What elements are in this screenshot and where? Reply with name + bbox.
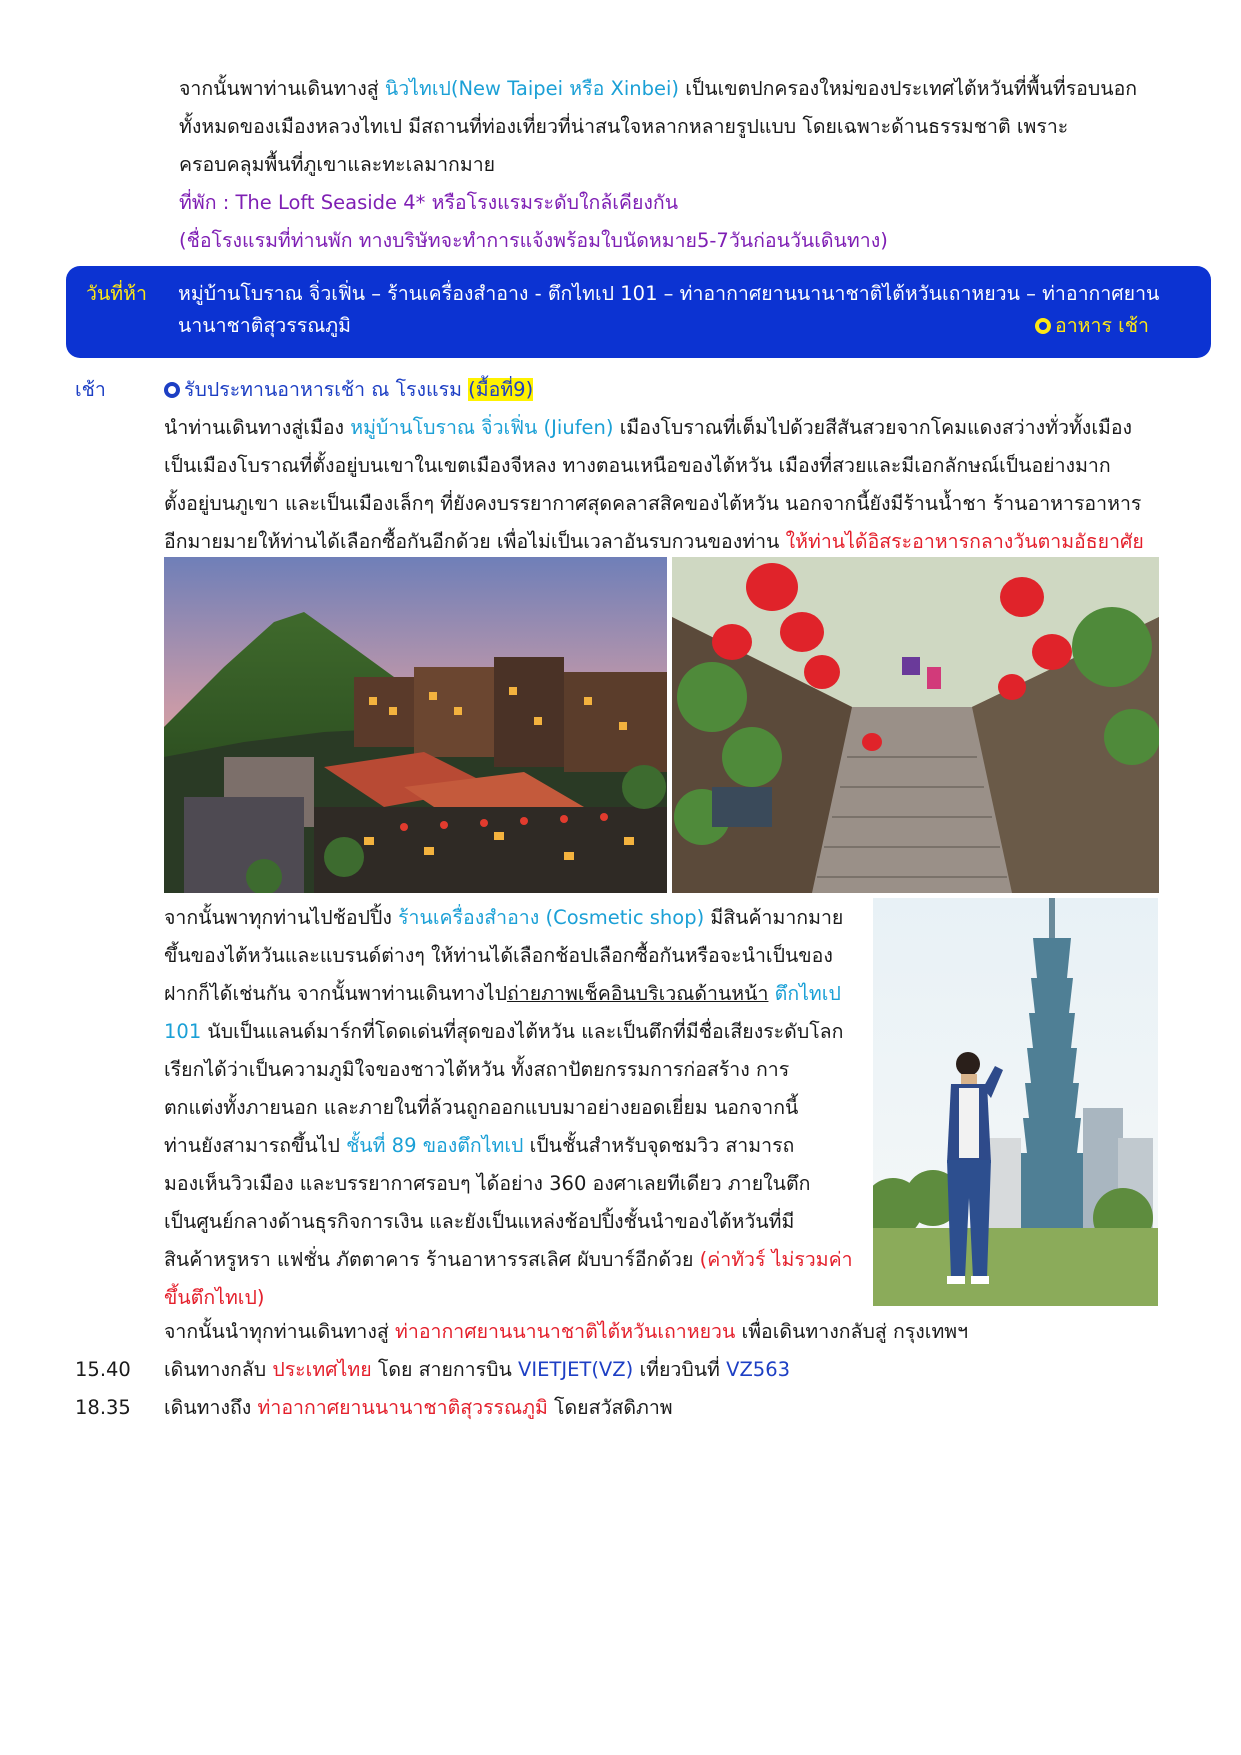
shop-line-5: เรียกได้ว่าเป็นความภูมิใจของชาวไต้หวัน ทั้งสถาปัตยกรรมการก่อสร้าง การ: [164, 1058, 790, 1081]
hotel-line: ที่พัก : The Loft Seaside 4* หรือโรงแรมระดับใกล้เคียงกัน: [179, 191, 679, 214]
day-five-banner: [66, 266, 1211, 358]
free-lunch-note: ให้ท่านได้อิสระอาหารกลางวันตามอัธยาศัย: [785, 530, 1144, 553]
meal-plate-icon: [1035, 318, 1051, 334]
thailand-highlight: ประเทศไทย: [272, 1358, 372, 1381]
suvarnabhumi-highlight: ท่าอากาศยานนานาชาติสุวรรณภูมิ: [257, 1396, 548, 1419]
shop-line-8: มองเห็นวิวเมือง และบรรยากาศรอบๆ ได้อย่าง 360 องศาเลยทีเดียว ภายในตึก: [164, 1172, 811, 1195]
arrival-time: 18.35: [75, 1396, 131, 1419]
jiufen-paragraph: [164, 371, 1174, 561]
taoyuan-airport-highlight: ท่าอากาศยานนานาชาติไต้หวันเถาหยวน: [395, 1320, 736, 1343]
intro-paragraph: [179, 70, 1179, 260]
route-line-1: หมู่บ้านโบราณ จิ่วเฟิ่น – ร้านเครื่องสำอาง - ตึกไทเป 101 – ท่าอากาศยานนานาชาติไต้หวันเถาหยวน – ท่าอากาศยาน: [178, 282, 1160, 305]
jiufen-lantern-alley-photo: [672, 557, 1159, 893]
shop-line-6: ตกแต่งทั้งภายนอก และภายในที่ล้วนถูกออกแบบมาอย่างยอดเยี่ยม นอกจากนี้: [164, 1096, 799, 1119]
shop-line-7: ท่านยังสามารถขึ้นไป ชั้นที่ 89 ของตึกไทเป เป็นชั้นสำหรับจุดชมวิว สามารถ: [164, 1134, 795, 1157]
airline-highlight: VIETJET(VZ): [518, 1358, 634, 1381]
arrival-line: เดินทางถึง ท่าอากาศยานนานาชาติสุวรรณภูมิ โดยสวัสดิภาพ: [164, 1396, 673, 1419]
departure-time: 15.40: [75, 1358, 131, 1381]
airport-line: จากนั้นนำทุกท่านเดินทางสู่ ท่าอากาศยานนานาชาติไต้หวันเถาหยวน เพื่อเดินทางกลับสู่ กรุงเทพฯ: [164, 1320, 969, 1343]
meal-info: อาหาร เช้า: [1035, 310, 1149, 342]
jiufen-village-photo: [164, 557, 667, 893]
return-flight-line: เดินทางกลับ ประเทศไทย โดย สายการบิน VIETJET(VZ) เที่ยวบินที่ VZ563: [164, 1358, 791, 1381]
intro-line-3: ครอบคลุมพื้นที่ภูเขาและทะเลมากมาย: [179, 153, 496, 176]
new-taipei-highlight: นิวไทเป(New Taipei หรือ Xinbei): [384, 77, 680, 100]
morning-label: เช้า: [75, 378, 106, 401]
breakfast-line: รับประทานอาหารเช้า ณ โรงแรม (มื้อที่9): [164, 371, 1174, 409]
route-line-2: นานาชาติสุวรรณภูมิ: [178, 314, 352, 337]
shop-line-9: เป็นศูนย์กลางด้านธุรกิจการเงิน และยังเป็นแหล่งช้อปปิ้งชั้นนำของไต้หวันที่มี: [164, 1210, 795, 1233]
taipei-101-highlight: ตึกไทเป: [768, 982, 841, 1005]
taipei-101-photo: [873, 898, 1158, 1306]
tour-fee-note: (ค่าทัวร์ ไม่รวมค่า: [699, 1248, 853, 1271]
shop-line-4: 101 นับเป็นแลนด์มาร์กที่โดดเด่นที่สุดของไต้หวัน และเป็นตึกที่มีชื่อเสียงระดับโลก: [164, 1020, 844, 1043]
jiufen-highlight: หมู่บ้านโบราณ จิ่วเฟิ่น (Jiufen): [350, 416, 614, 439]
shop-line-10: สินค้าหรูหรา แฟชั่น ภัตตาคาร ร้านอาหารรสเลิศ ผับบาร์อีกด้วย (ค่าทัวร์ ไม่รวมค่า: [164, 1248, 853, 1271]
photo-checkin-note: ถ่ายภาพเช็คอินบริเวณด้านหน้า: [506, 982, 769, 1005]
jiufen-line-2: เป็นเมืองโบราณที่ตั้งอยู่บนเขาในเขตเมืองจีหลง ทางตอนเหนือของไต้หวัน เมืองที่สวยและมีเอกลักษณ์เป็นอย่างมาก: [164, 454, 1111, 477]
day-label: วันที่ห้า: [86, 282, 147, 305]
taipei-101-paragraph: [164, 899, 864, 1317]
flight-number-highlight: VZ563: [726, 1358, 791, 1381]
jiufen-line-3: ตั้งอยู่บนภูเขา และเป็นเมืองเล็กๆ ที่ยังคงบรรยากาศสุดคลาสสิคของไต้หวัน นอกจากนี้ยังมีร้านน้ำชา ร้านอาหารอาหาร: [164, 492, 1142, 515]
meal-number-highlight: (มื้อที่9): [468, 378, 534, 401]
shop-line-11: ขึ้นตึกไทเป): [164, 1286, 265, 1309]
shop-line-1: จากนั้นพาทุกท่านไปช้อปปิ้ง ร้านเครื่องสำอาง (Cosmetic shop) มีสินค้ามากมาย: [164, 906, 844, 929]
jiufen-line-1: นำท่านเดินทางสู่เมือง หมู่บ้านโบราณ จิ่วเฟิ่น (Jiufen) เมืองโบราณที่เต็มไปด้วยสีสันสวยจากโคมแดงสว่างทั่วทั้งเมือง: [164, 416, 1133, 439]
shop-line-2: ขึ้นของไต้หวันและแบรนด์ต่างๆ ให้ท่านได้เลือกช้อปเลือกซื้อกันหรือจะนำเป็นของ: [164, 944, 833, 967]
hotel-note: (ชื่อโรงแรมที่ท่านพัก ทางบริษัทจะทำการแจ้งพร้อมใบนัดหมาย5-7วันก่อนวันเดินทาง): [179, 229, 888, 252]
intro-line-2: ทั้งหมดของเมืองหลวงไทเป มีสถานที่ท่องเที่ยวที่น่าสนใจหลากหลายรูปแบบ โดยเฉพาะด้านธรรมชาติ เพราะ: [179, 115, 1069, 138]
intro-line-1: จากนั้นพาท่านเดินทางสู่ นิวไทเป(New Taipei หรือ Xinbei) เป็นเขตปกครองใหม่ของประเทศไต้หวันที่พื้นที่รอบนอก: [179, 77, 1138, 100]
meal-plate-icon: [164, 382, 180, 398]
shop-line-3: ฝากก็ได้เช่นกัน จากนั้นพาท่านเดินทางไปถ่ายภาพเช็คอินบริเวณด้านหน้า ตึกไทเป: [164, 982, 841, 1005]
jiufen-line-4: อีกมายมายให้ท่านได้เลือกซื้อกันอีกด้วย เพื่อไม่เป็นเวลาอันรบกวนของท่าน ให้ท่านได้อิสระอาหารกลางวันตามอัธยาศัย: [164, 530, 1144, 553]
cosmetic-shop-highlight: ร้านเครื่องสำอาง (Cosmetic shop): [398, 906, 705, 929]
floor-89-highlight: ชั้นที่ 89 ของตึกไทเป: [346, 1134, 524, 1157]
